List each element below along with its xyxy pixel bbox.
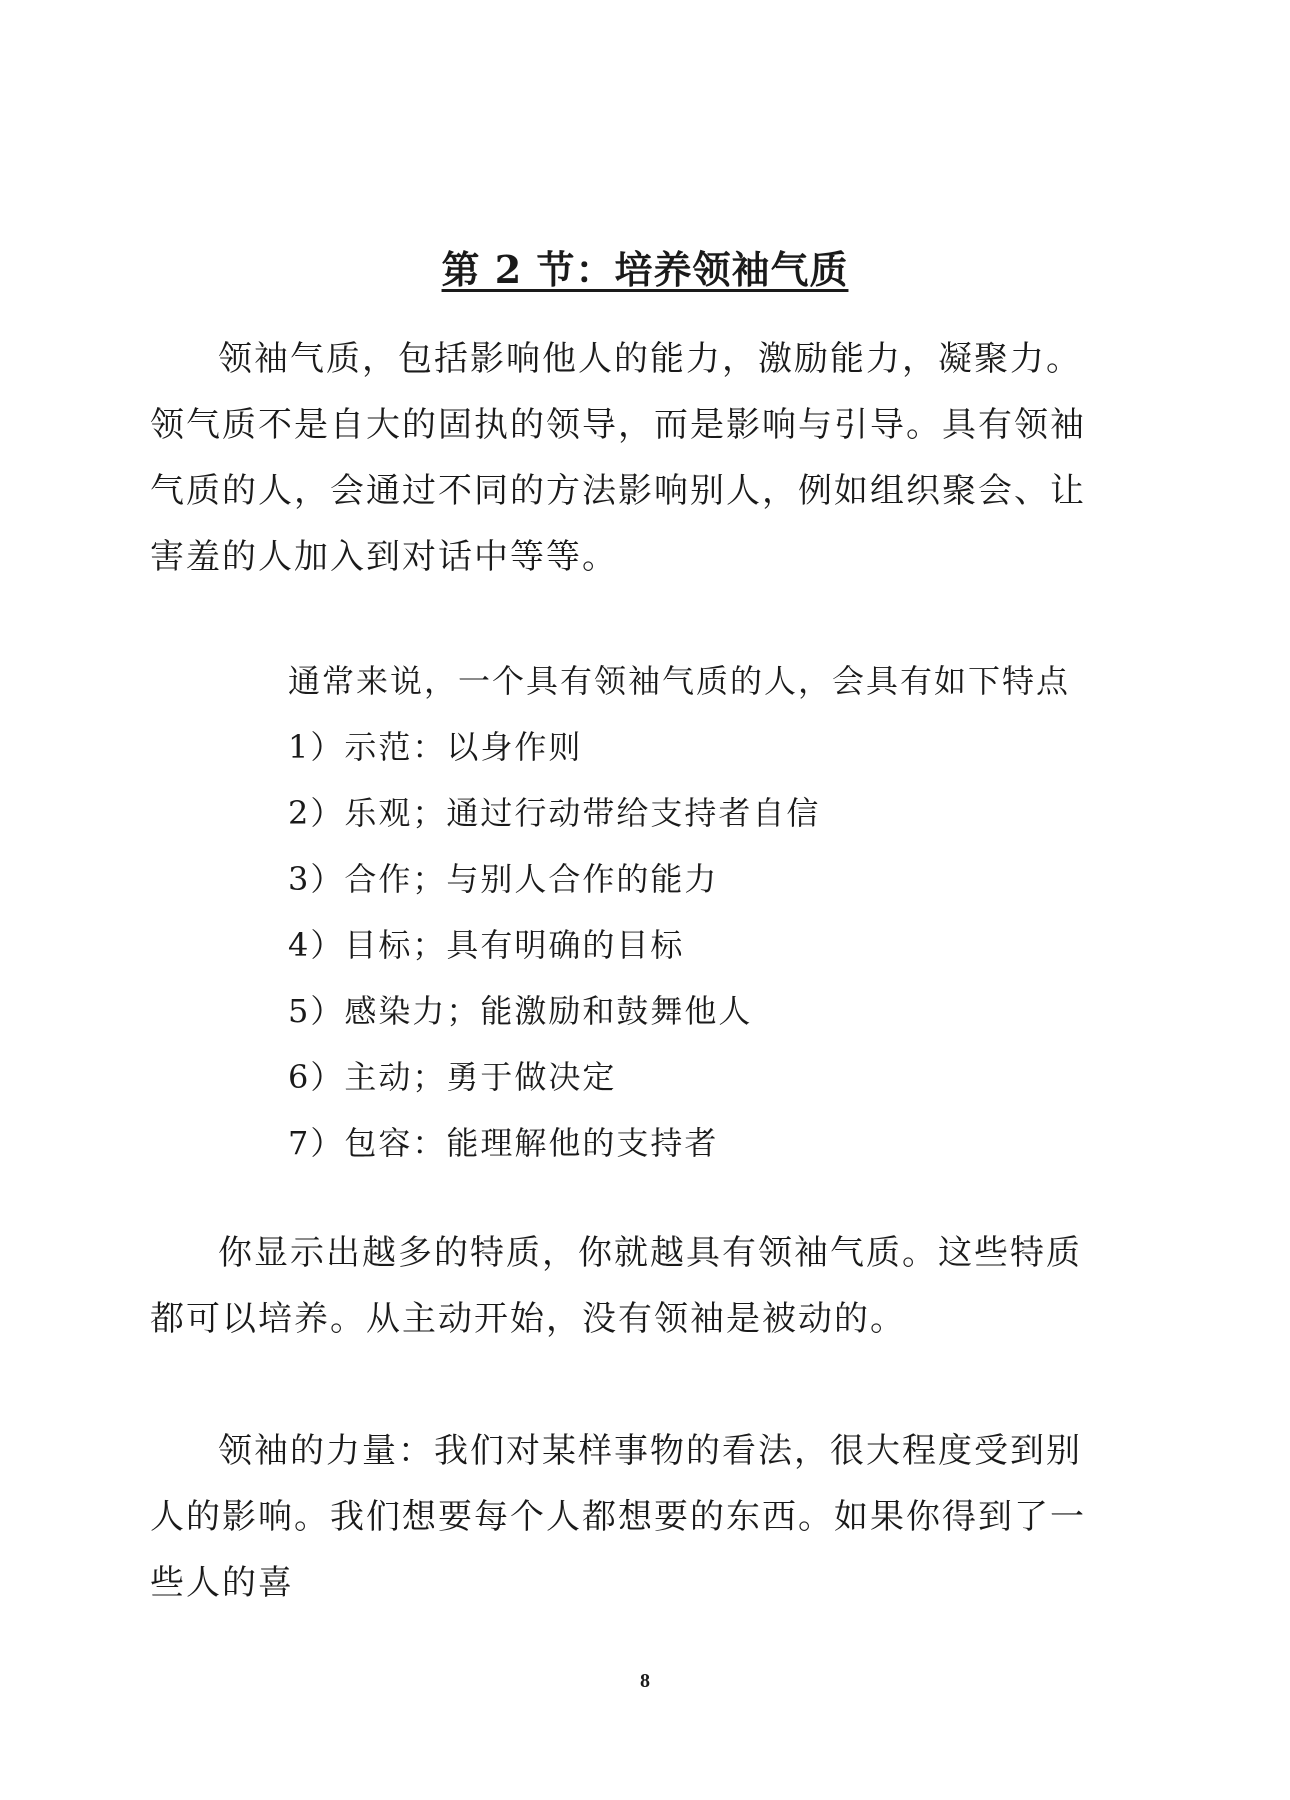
leader-power-paragraph: 领袖的力量：我们对某样事物的看法，很大程度受到别人的影响。我们想要每个人都想要的东西。如果你得到了一些人的喜	[150, 1431, 1086, 1603]
list-item: 7）包容：能理解他的支持者	[288, 1124, 719, 1162]
list-item: 5）感染力；能激励和鼓舞他人	[288, 992, 753, 1030]
list-item: 1）示范：以身作则	[288, 728, 583, 766]
list-item: 3）合作；与别人合作的能力	[288, 860, 719, 898]
list-item: 4）目标；具有明确的目标	[288, 926, 685, 964]
list-item: 6）主动；勇于做决定	[288, 1058, 617, 1096]
traits-list-intro: 通常来说，一个具有领袖气质的人，会具有如下特点	[288, 662, 1071, 700]
traits-list	[288, 648, 1108, 1176]
list-item: 2）乐观；通过行动带给支持者自信	[288, 794, 821, 832]
intro-paragraph: 领袖气质，包括影响他人的能力，激励能力，凝聚力。领气质不是自大的固执的领导，而是影响与引导。具有领袖气质的人，会通过不同的方法影响别人，例如组织聚会、让害羞的人加入到对话中等等。	[150, 339, 1086, 577]
section-title: 第 2 节：培养领袖气质	[441, 247, 849, 292]
traits-summary-paragraph: 你显示出越多的特质，你就越具有领袖气质。这些特质都可以培养。从主动开始，没有领袖是被动的。	[150, 1233, 1082, 1339]
page-number: 8	[640, 1670, 650, 1692]
